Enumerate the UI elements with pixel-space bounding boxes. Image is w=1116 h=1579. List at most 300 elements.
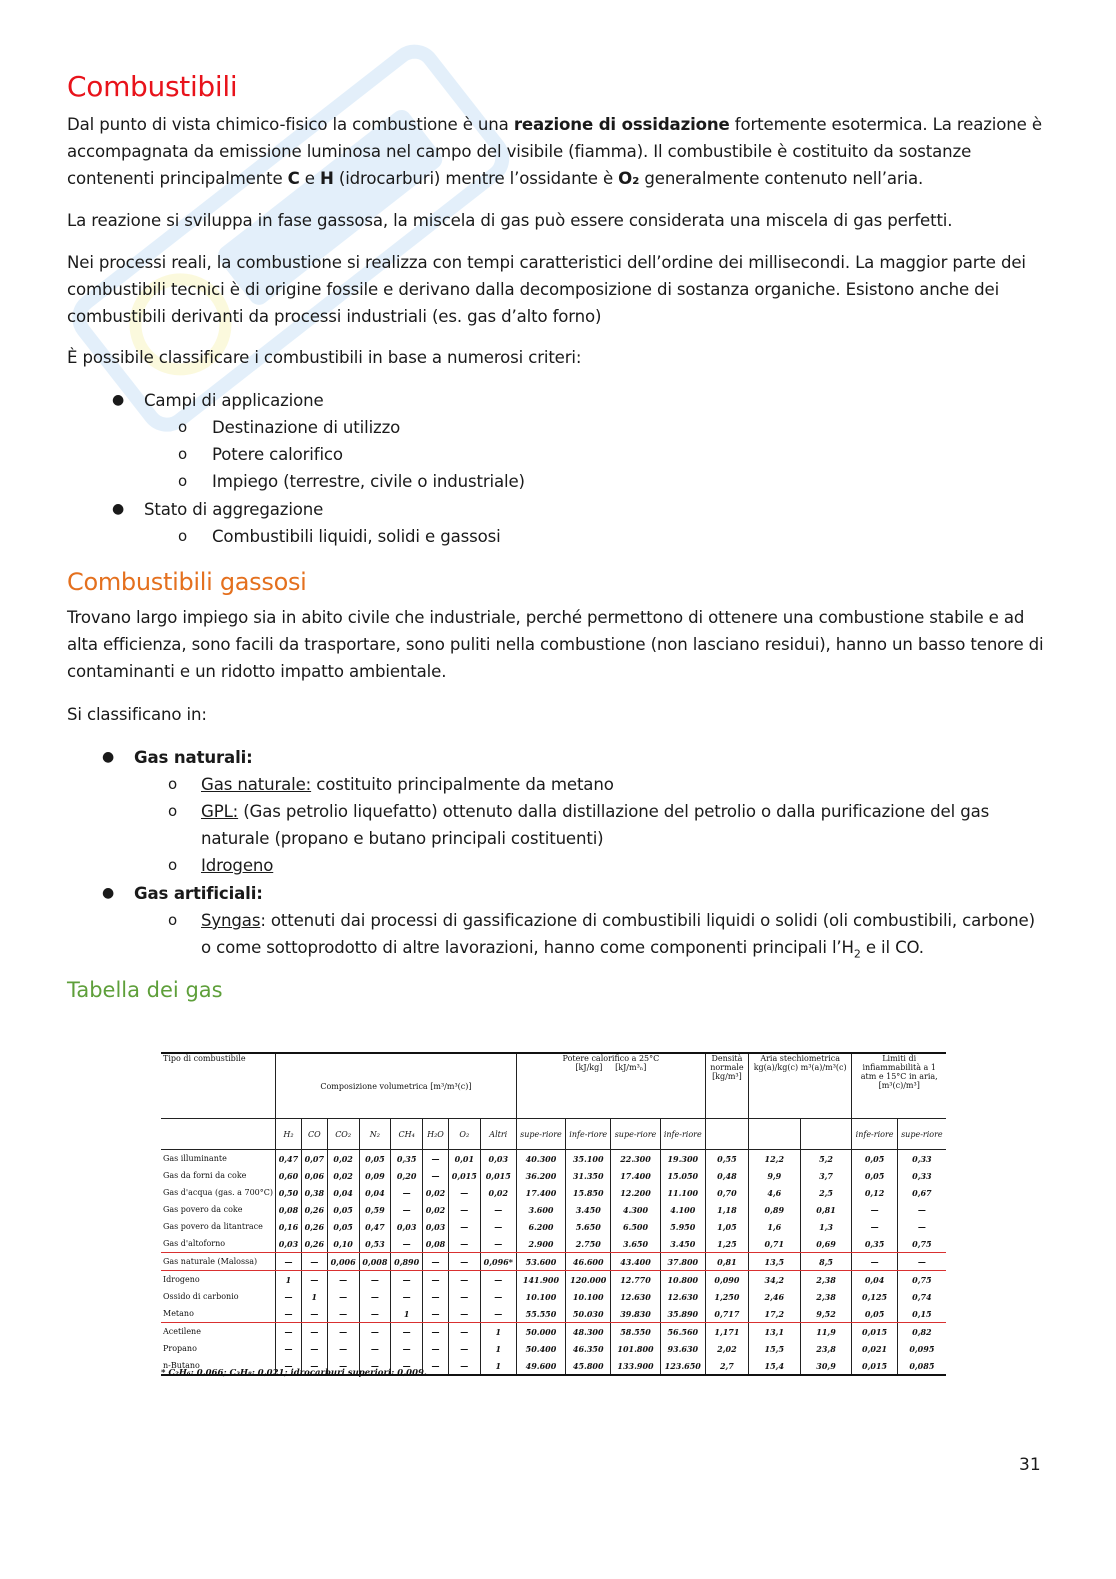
- table-cell: 11.100: [660, 1184, 705, 1201]
- table-row: [161, 1201, 946, 1218]
- criteria-subitem: Combustibili liquidi, solidi e gassosi: [212, 527, 501, 546]
- table-cell: 0,70: [705, 1184, 748, 1201]
- row-label: Gas d'altoforno: [161, 1235, 276, 1253]
- table-cell: 0,20: [391, 1167, 423, 1184]
- table-cell: 0,69: [800, 1235, 852, 1253]
- table-cell: —: [448, 1357, 480, 1375]
- table-cell: 58.550: [611, 1323, 660, 1341]
- table-cell: 0,090: [705, 1271, 748, 1289]
- table-cell: 1: [276, 1271, 302, 1289]
- syngas-item: Syngas: ottenuti dai processi di gassificazione di combustibili liquidi o solidi (oli combustibili, carbone) o come sottoprodotto di altre lavorazioni, hanno come componenti principali $l’H_2$ e il CO.: [201, 911, 1035, 961]
- table-cell: 0,71: [748, 1235, 800, 1253]
- row-label: Ossido di carbonio: [163, 1291, 239, 1301]
- table-cell: 0,33: [897, 1150, 946, 1168]
- table-cell: 1,171: [705, 1323, 748, 1341]
- column-header: infe-riore: [660, 1119, 705, 1150]
- table-cell: 5,2: [800, 1150, 852, 1168]
- table-cell: —: [423, 1357, 449, 1375]
- table-cell: 0,38: [301, 1184, 327, 1201]
- gas-properties-table: [161, 1052, 946, 1376]
- table-cell: 2,02: [705, 1340, 748, 1357]
- header-limiti: Limiti di infiammabilità a 1 atm e 15°C in aria, [m³(c)/m³]: [852, 1053, 946, 1119]
- subheader-empty: [161, 1119, 276, 1150]
- row-label: n-Butano: [161, 1357, 276, 1375]
- table-cell: 1,3: [800, 1218, 852, 1235]
- table-cell: —: [480, 1201, 516, 1218]
- table-cell: 40.300: [516, 1150, 565, 1168]
- column-header: H₂: [276, 1119, 302, 1150]
- table-cell: 50.000: [516, 1323, 565, 1341]
- intro-paragraph-3: Nei processi reali, la combustione si realizza con tempi caratteristici dell’ordine dei millisecondi. La maggior parte dei combustibili tecnici è di origine fossile e derivano dalla decomposizione di sostanza organiche. Esistono anche dei combustibili derivanti da processi industriali (es. gas d’alto forno): [67, 253, 1026, 326]
- table-cell: 0,01: [448, 1150, 480, 1168]
- table-cell: 120.000: [566, 1271, 611, 1289]
- table-cell: 0,05: [852, 1150, 897, 1168]
- table-row: [161, 1305, 946, 1323]
- circle-bullet-icon: o: [168, 856, 178, 874]
- table-cell: —: [852, 1201, 897, 1218]
- table-cell: —: [897, 1218, 946, 1235]
- column-header: supe-riore: [611, 1119, 660, 1150]
- intro-paragraph-4: È possibile classificare i combustibili in base a numerosi criteri:: [67, 348, 582, 367]
- circle-bullet-icon: o: [168, 802, 178, 820]
- table-cell: 2,5: [800, 1184, 852, 1201]
- table-cell: 0,006: [327, 1253, 359, 1271]
- table-cell: 13,1: [748, 1323, 800, 1341]
- table-cell: —: [276, 1253, 302, 1271]
- bullet-icon: ●: [102, 885, 115, 901]
- table-cell: 0,02: [327, 1167, 359, 1184]
- column-header: Altri: [480, 1119, 516, 1150]
- header-densita: Densità normale [kg/m³]: [705, 1053, 748, 1119]
- table-cell: 0,35: [391, 1150, 423, 1168]
- table-cell: —: [276, 1305, 302, 1323]
- table-cell: 0,47: [276, 1150, 302, 1168]
- table-cell: 93.630: [660, 1340, 705, 1357]
- classify-paragraph: Si classificano in:: [67, 705, 207, 724]
- table-cell: 12.770: [611, 1271, 660, 1289]
- table-cell: 37.800: [660, 1253, 705, 1271]
- bullet-icon: ●: [102, 749, 115, 765]
- table-cell: —: [391, 1323, 423, 1341]
- table-cell: —: [423, 1253, 449, 1271]
- column-header: [800, 1119, 852, 1150]
- table-cell: —: [852, 1253, 897, 1271]
- table-cell: 45.800: [566, 1357, 611, 1375]
- table-cell: 22.300: [611, 1150, 660, 1168]
- table-row: [161, 1340, 946, 1357]
- table-cell: 0,02: [423, 1201, 449, 1218]
- table-cell: —: [448, 1235, 480, 1253]
- table-cell: —: [448, 1323, 480, 1341]
- natural-gas-item: Gas naturale: costituito principalmente da metano: [201, 775, 614, 794]
- table-cell: —: [327, 1323, 359, 1341]
- table-cell: —: [301, 1253, 327, 1271]
- intro-paragraph-2: La reazione si sviluppa in fase gassosa, la miscela di gas può essere considerata una miscela di gas perfetti.: [67, 211, 953, 230]
- table-cell: —: [448, 1201, 480, 1218]
- table-cell: —: [480, 1288, 516, 1305]
- table-cell: 19.300: [660, 1150, 705, 1168]
- table-cell: 141.900: [516, 1271, 565, 1289]
- table-cell: —: [448, 1253, 480, 1271]
- table-cell: 0,890: [391, 1253, 423, 1271]
- table-cell: 0,75: [897, 1235, 946, 1253]
- table-cell: 0,55: [705, 1150, 748, 1168]
- row-label: Gas illuminante: [163, 1153, 227, 1163]
- table-cell: —: [448, 1218, 480, 1235]
- table-cell: —: [480, 1235, 516, 1253]
- table-cell: 23,8: [800, 1340, 852, 1357]
- table-cell: 0,095: [897, 1340, 946, 1357]
- table-cell: 4.100: [660, 1201, 705, 1218]
- table-cell: —: [391, 1184, 423, 1201]
- column-header: infe-riore: [852, 1119, 897, 1150]
- table-cell: 12,2: [748, 1150, 800, 1168]
- criteria-subitem: Destinazione di utilizzo: [212, 418, 401, 437]
- table-cell: 0,08: [276, 1201, 302, 1218]
- table-cell: 46.350: [566, 1340, 611, 1357]
- table-cell: 0,05: [327, 1201, 359, 1218]
- table-cell: 4,6: [748, 1184, 800, 1201]
- table-cell: 2.900: [516, 1235, 565, 1253]
- table-cell: 30,9: [800, 1357, 852, 1375]
- table-cell: 0,81: [705, 1253, 748, 1271]
- table-cell: —: [301, 1357, 327, 1375]
- table-cell: —: [448, 1184, 480, 1201]
- table-cell: 0,89: [748, 1201, 800, 1218]
- table-cell: —: [448, 1288, 480, 1305]
- table-cell: 1,18: [705, 1201, 748, 1218]
- table-cell: —: [327, 1271, 359, 1289]
- table-cell: 1,250: [705, 1288, 748, 1305]
- table-cell: 2,38: [800, 1271, 852, 1289]
- table-cell: 0,07: [301, 1150, 327, 1168]
- circle-bullet-icon: o: [168, 775, 178, 793]
- table-row: [161, 1253, 946, 1271]
- table-cell: 0,085: [897, 1357, 946, 1375]
- table-cell: 0,48: [705, 1167, 748, 1184]
- gas-intro-paragraph: Trovano largo impiego sia in abito civile che industriale, perché permettono di ottenere una combustione stabile e ad alta efficienza, sono facili da trasportare, sono puliti nella combustione (non lasciano residui), hanno un basso tenore di contaminanti e un ridotto impatto ambientale.: [67, 608, 1044, 681]
- table-cell: 0,096*: [480, 1253, 516, 1271]
- row-label: Propano: [163, 1343, 197, 1353]
- table-cell: —: [897, 1253, 946, 1271]
- table-row: [161, 1323, 946, 1341]
- table-cell: 0,02: [327, 1150, 359, 1168]
- row-label: Gas povero da coke: [163, 1204, 243, 1214]
- table-cell: 13,5: [748, 1253, 800, 1271]
- table-cell: 0,60: [276, 1167, 302, 1184]
- table-cell: 48.300: [566, 1323, 611, 1341]
- table-cell: 0,09: [359, 1167, 391, 1184]
- table-cell: 0,05: [852, 1305, 897, 1323]
- table-cell: 17.400: [611, 1167, 660, 1184]
- table-cell: 0,125: [852, 1288, 897, 1305]
- heading-combustibili-gassosi: Combustibili gassosi: [67, 568, 307, 596]
- table-cell: —: [327, 1357, 359, 1375]
- criteria-item-1: Campi di applicazione: [144, 391, 324, 410]
- table-cell: 0,021: [852, 1340, 897, 1357]
- table-cell: —: [359, 1305, 391, 1323]
- table-cell: —: [391, 1235, 423, 1253]
- table-cell: 0,05: [327, 1218, 359, 1235]
- row-label: Idrogeno: [163, 1274, 200, 1284]
- table-cell: 10.100: [516, 1288, 565, 1305]
- table-cell: —: [359, 1288, 391, 1305]
- table-cell: 6.200: [516, 1218, 565, 1235]
- table-cell: 0,26: [301, 1235, 327, 1253]
- table-cell: 11,9: [800, 1323, 852, 1341]
- column-header: O₂: [448, 1119, 480, 1150]
- table-cell: 56.560: [660, 1323, 705, 1341]
- table-cell: 55.550: [516, 1305, 565, 1323]
- table-cell: —: [391, 1357, 423, 1375]
- table-cell: 9,52: [800, 1305, 852, 1323]
- table-cell: 1,25: [705, 1235, 748, 1253]
- table-cell: —: [448, 1305, 480, 1323]
- bullet-icon: ●: [112, 501, 125, 517]
- table-cell: 0,75: [897, 1271, 946, 1289]
- table-row: [161, 1184, 946, 1201]
- table-cell: 2.750: [566, 1235, 611, 1253]
- table-cell: 31.350: [566, 1167, 611, 1184]
- table-cell: 35.890: [660, 1305, 705, 1323]
- circle-bullet-icon: o: [178, 472, 188, 490]
- table-cell: 0,12: [852, 1184, 897, 1201]
- table-cell: 0,03: [480, 1150, 516, 1168]
- table-cell: —: [448, 1340, 480, 1357]
- table-cell: 1: [480, 1323, 516, 1341]
- table-cell: 0,015: [852, 1357, 897, 1375]
- table-cell: 3,7: [800, 1167, 852, 1184]
- header-tipo: Tipo di combustibile: [161, 1053, 276, 1119]
- column-header: CO₂: [327, 1119, 359, 1150]
- table-cell: 0,05: [359, 1150, 391, 1168]
- table-cell: —: [423, 1305, 449, 1323]
- table-cell: 0,015: [480, 1167, 516, 1184]
- circle-bullet-icon: o: [168, 911, 178, 929]
- table-row: [161, 1167, 946, 1184]
- table-row: [161, 1235, 946, 1253]
- header-composizione: Composizione volumetrica [m³/m³(c)]: [276, 1053, 517, 1119]
- table-cell: 0,717: [705, 1305, 748, 1323]
- table-row: [161, 1218, 946, 1235]
- table-cell: 8,5: [800, 1253, 852, 1271]
- natural-gas-heading: Gas naturali:: [134, 748, 253, 767]
- table-cell: 1,05: [705, 1218, 748, 1235]
- table-cell: —: [391, 1288, 423, 1305]
- table-cell: —: [423, 1340, 449, 1357]
- table-cell: 101.800: [611, 1340, 660, 1357]
- heading-combustibili: Combustibili: [67, 70, 238, 103]
- row-label: Metano: [161, 1305, 276, 1323]
- table-cell: —: [480, 1305, 516, 1323]
- column-header: [748, 1119, 800, 1150]
- table-cell: 0,008: [359, 1253, 391, 1271]
- table-cell: 1: [480, 1340, 516, 1357]
- table-cell: 15,4: [748, 1357, 800, 1375]
- row-label: Gas da forni da coke: [163, 1170, 247, 1180]
- table-cell: —: [276, 1288, 302, 1305]
- column-header: [705, 1119, 748, 1150]
- table-cell: 17,2: [748, 1305, 800, 1323]
- table-cell: 0,50: [276, 1184, 302, 1201]
- column-header: H₂O: [423, 1119, 449, 1150]
- table-cell: —: [276, 1340, 302, 1357]
- column-header: supe-riore: [516, 1119, 565, 1150]
- table-cell: —: [301, 1340, 327, 1357]
- table-cell: 50.030: [566, 1305, 611, 1323]
- table-cell: 0,26: [301, 1218, 327, 1235]
- table-cell: —: [359, 1340, 391, 1357]
- table-cell: —: [423, 1271, 449, 1289]
- table-cell: 36.200: [516, 1167, 565, 1184]
- circle-bullet-icon: o: [178, 527, 188, 545]
- table-cell: 10.100: [566, 1288, 611, 1305]
- table-cell: 3.450: [566, 1201, 611, 1218]
- table-cell: 0,15: [897, 1305, 946, 1323]
- table-cell: 0,82: [897, 1323, 946, 1341]
- table-cell: —: [391, 1340, 423, 1357]
- table-cell: —: [391, 1201, 423, 1218]
- table-cell: 1: [301, 1288, 327, 1305]
- table-cell: 3.650: [611, 1235, 660, 1253]
- table-cell: 0,08: [423, 1235, 449, 1253]
- column-header: N₂: [359, 1119, 391, 1150]
- table-cell: 0,16: [276, 1218, 302, 1235]
- table-cell: 49.600: [516, 1357, 565, 1375]
- row-label: Acetilene: [163, 1326, 201, 1336]
- table-cell: 3.450: [660, 1235, 705, 1253]
- table-cell: 0,02: [480, 1184, 516, 1201]
- intro-paragraph-1: Dal punto di vista chimico-fisico la combustione è una reazione di ossidazione fortemente esotermica. La reazione è accompagnata da emissione luminosa nel campo del visibile (fiamma). Il combustibile è costituito da sostanze contenenti principalmente C e H (idrocarburi) mentre l’ossidante è O₂ generalmente contenuto nell’aria.: [67, 115, 1042, 188]
- table-cell: —: [301, 1271, 327, 1289]
- table-cell: 34,2: [748, 1271, 800, 1289]
- table-cell: 17.400: [516, 1184, 565, 1201]
- table-cell: 12.630: [660, 1288, 705, 1305]
- table-cell: —: [423, 1288, 449, 1305]
- table-cell: 2,46: [748, 1288, 800, 1305]
- table-cell: 0,06: [301, 1167, 327, 1184]
- column-header: CO: [301, 1119, 327, 1150]
- heading-tabella-gas: Tabella dei gas: [67, 978, 223, 1002]
- table-cell: —: [301, 1323, 327, 1341]
- table-cell: 0,04: [327, 1184, 359, 1201]
- table-cell: —: [448, 1271, 480, 1289]
- table-cell: 0,03: [276, 1235, 302, 1253]
- column-header: supe-riore: [897, 1119, 946, 1150]
- table-cell: 0,33: [897, 1167, 946, 1184]
- table-cell: 0,67: [897, 1184, 946, 1201]
- table-cell: —: [480, 1271, 516, 1289]
- table-cell: 1,6: [748, 1218, 800, 1235]
- table-cell: 0,015: [852, 1323, 897, 1341]
- table-cell: 0,35: [852, 1235, 897, 1253]
- table-cell: 5.650: [566, 1218, 611, 1235]
- table-cell: 1: [391, 1305, 423, 1323]
- table-cell: 3.600: [516, 1201, 565, 1218]
- table-cell: —: [359, 1323, 391, 1341]
- table-cell: —: [327, 1340, 359, 1357]
- table-cell: 0,59: [359, 1201, 391, 1218]
- table-cell: —: [359, 1271, 391, 1289]
- table-cell: —: [276, 1357, 302, 1375]
- row-label: Gas naturale (Malossa): [161, 1253, 276, 1271]
- table-cell: —: [327, 1305, 359, 1323]
- table-cell: 39.830: [611, 1305, 660, 1323]
- table-cell: 0,03: [423, 1218, 449, 1235]
- row-label: Gas povero da litantrace: [163, 1221, 263, 1231]
- bullet-icon: ●: [112, 392, 125, 408]
- table-row: [161, 1288, 946, 1305]
- idrogeno-item: Idrogeno: [201, 856, 274, 875]
- circle-bullet-icon: o: [178, 418, 188, 436]
- table-cell: 0,015: [448, 1167, 480, 1184]
- table-cell: —: [301, 1305, 327, 1323]
- table-cell: 0,53: [359, 1235, 391, 1253]
- header-potere: Potere calorifico a 25°C [kJ/kg] [kJ/m³ₙ]: [516, 1053, 705, 1119]
- circle-bullet-icon: o: [178, 445, 188, 463]
- table-cell: 0,02: [423, 1184, 449, 1201]
- table-cell: 133.900: [611, 1357, 660, 1375]
- table-cell: 0,81: [800, 1201, 852, 1218]
- table-cell: —: [897, 1201, 946, 1218]
- table-cell: —: [480, 1218, 516, 1235]
- table-cell: —: [423, 1167, 449, 1184]
- table-cell: 0,74: [897, 1288, 946, 1305]
- table-cell: 6.500: [611, 1218, 660, 1235]
- table-row: [161, 1271, 946, 1289]
- table-cell: 0,05: [852, 1167, 897, 1184]
- table-cell: 0,10: [327, 1235, 359, 1253]
- table-cell: 0,04: [852, 1271, 897, 1289]
- table-cell: —: [327, 1288, 359, 1305]
- table-row: [161, 1150, 946, 1168]
- table-cell: —: [852, 1218, 897, 1235]
- table-cell: 2,7: [705, 1357, 748, 1375]
- table-cell: 0,03: [391, 1218, 423, 1235]
- table-cell: 46.600: [566, 1253, 611, 1271]
- table-cell: 2,38: [800, 1288, 852, 1305]
- table-cell: 5.950: [660, 1218, 705, 1235]
- column-header: CH₄: [391, 1119, 423, 1150]
- table-cell: 12.630: [611, 1288, 660, 1305]
- table-cell: 15.850: [566, 1184, 611, 1201]
- table-cell: 1: [480, 1357, 516, 1375]
- table-cell: 43.400: [611, 1253, 660, 1271]
- table-cell: 50.400: [516, 1340, 565, 1357]
- table-cell: 35.100: [566, 1150, 611, 1168]
- table-cell: 9,9: [748, 1167, 800, 1184]
- header-aria: Aria stechiometrica kg(a)/kg(c) m³(a)/m³(c): [748, 1053, 852, 1119]
- table-cell: 123.650: [660, 1357, 705, 1375]
- gpl-item: GPL: (Gas petrolio liquefatto) ottenuto dalla distillazione del petrolio o dalla purificazione del gas naturale (propano e butano principali costituenti): [201, 802, 990, 848]
- table-cell: 12.200: [611, 1184, 660, 1201]
- table-cell: 0,26: [301, 1201, 327, 1218]
- table-cell: 4.300: [611, 1201, 660, 1218]
- table-cell: 15.050: [660, 1167, 705, 1184]
- table-cell: 53.600: [516, 1253, 565, 1271]
- table-footnote: * C₂H₆: 0,066; C₃H₈: 0,021; idrocarburi superiori: 0,009.: [161, 1368, 427, 1378]
- row-label: Gas d'acqua (gas. a 700°C): [163, 1187, 273, 1197]
- criteria-item-2: Stato di aggregazione: [144, 500, 324, 519]
- page-number: 31: [1019, 1455, 1041, 1475]
- table-cell: —: [423, 1323, 449, 1341]
- table-cell: 0,04: [359, 1184, 391, 1201]
- column-header: infe-riore: [566, 1119, 611, 1150]
- artificial-gas-heading: Gas artificiali:: [134, 884, 263, 903]
- criteria-subitem: Impiego (terrestre, civile o industriale): [212, 472, 525, 491]
- table-cell: —: [359, 1357, 391, 1375]
- table-cell: 10.800: [660, 1271, 705, 1289]
